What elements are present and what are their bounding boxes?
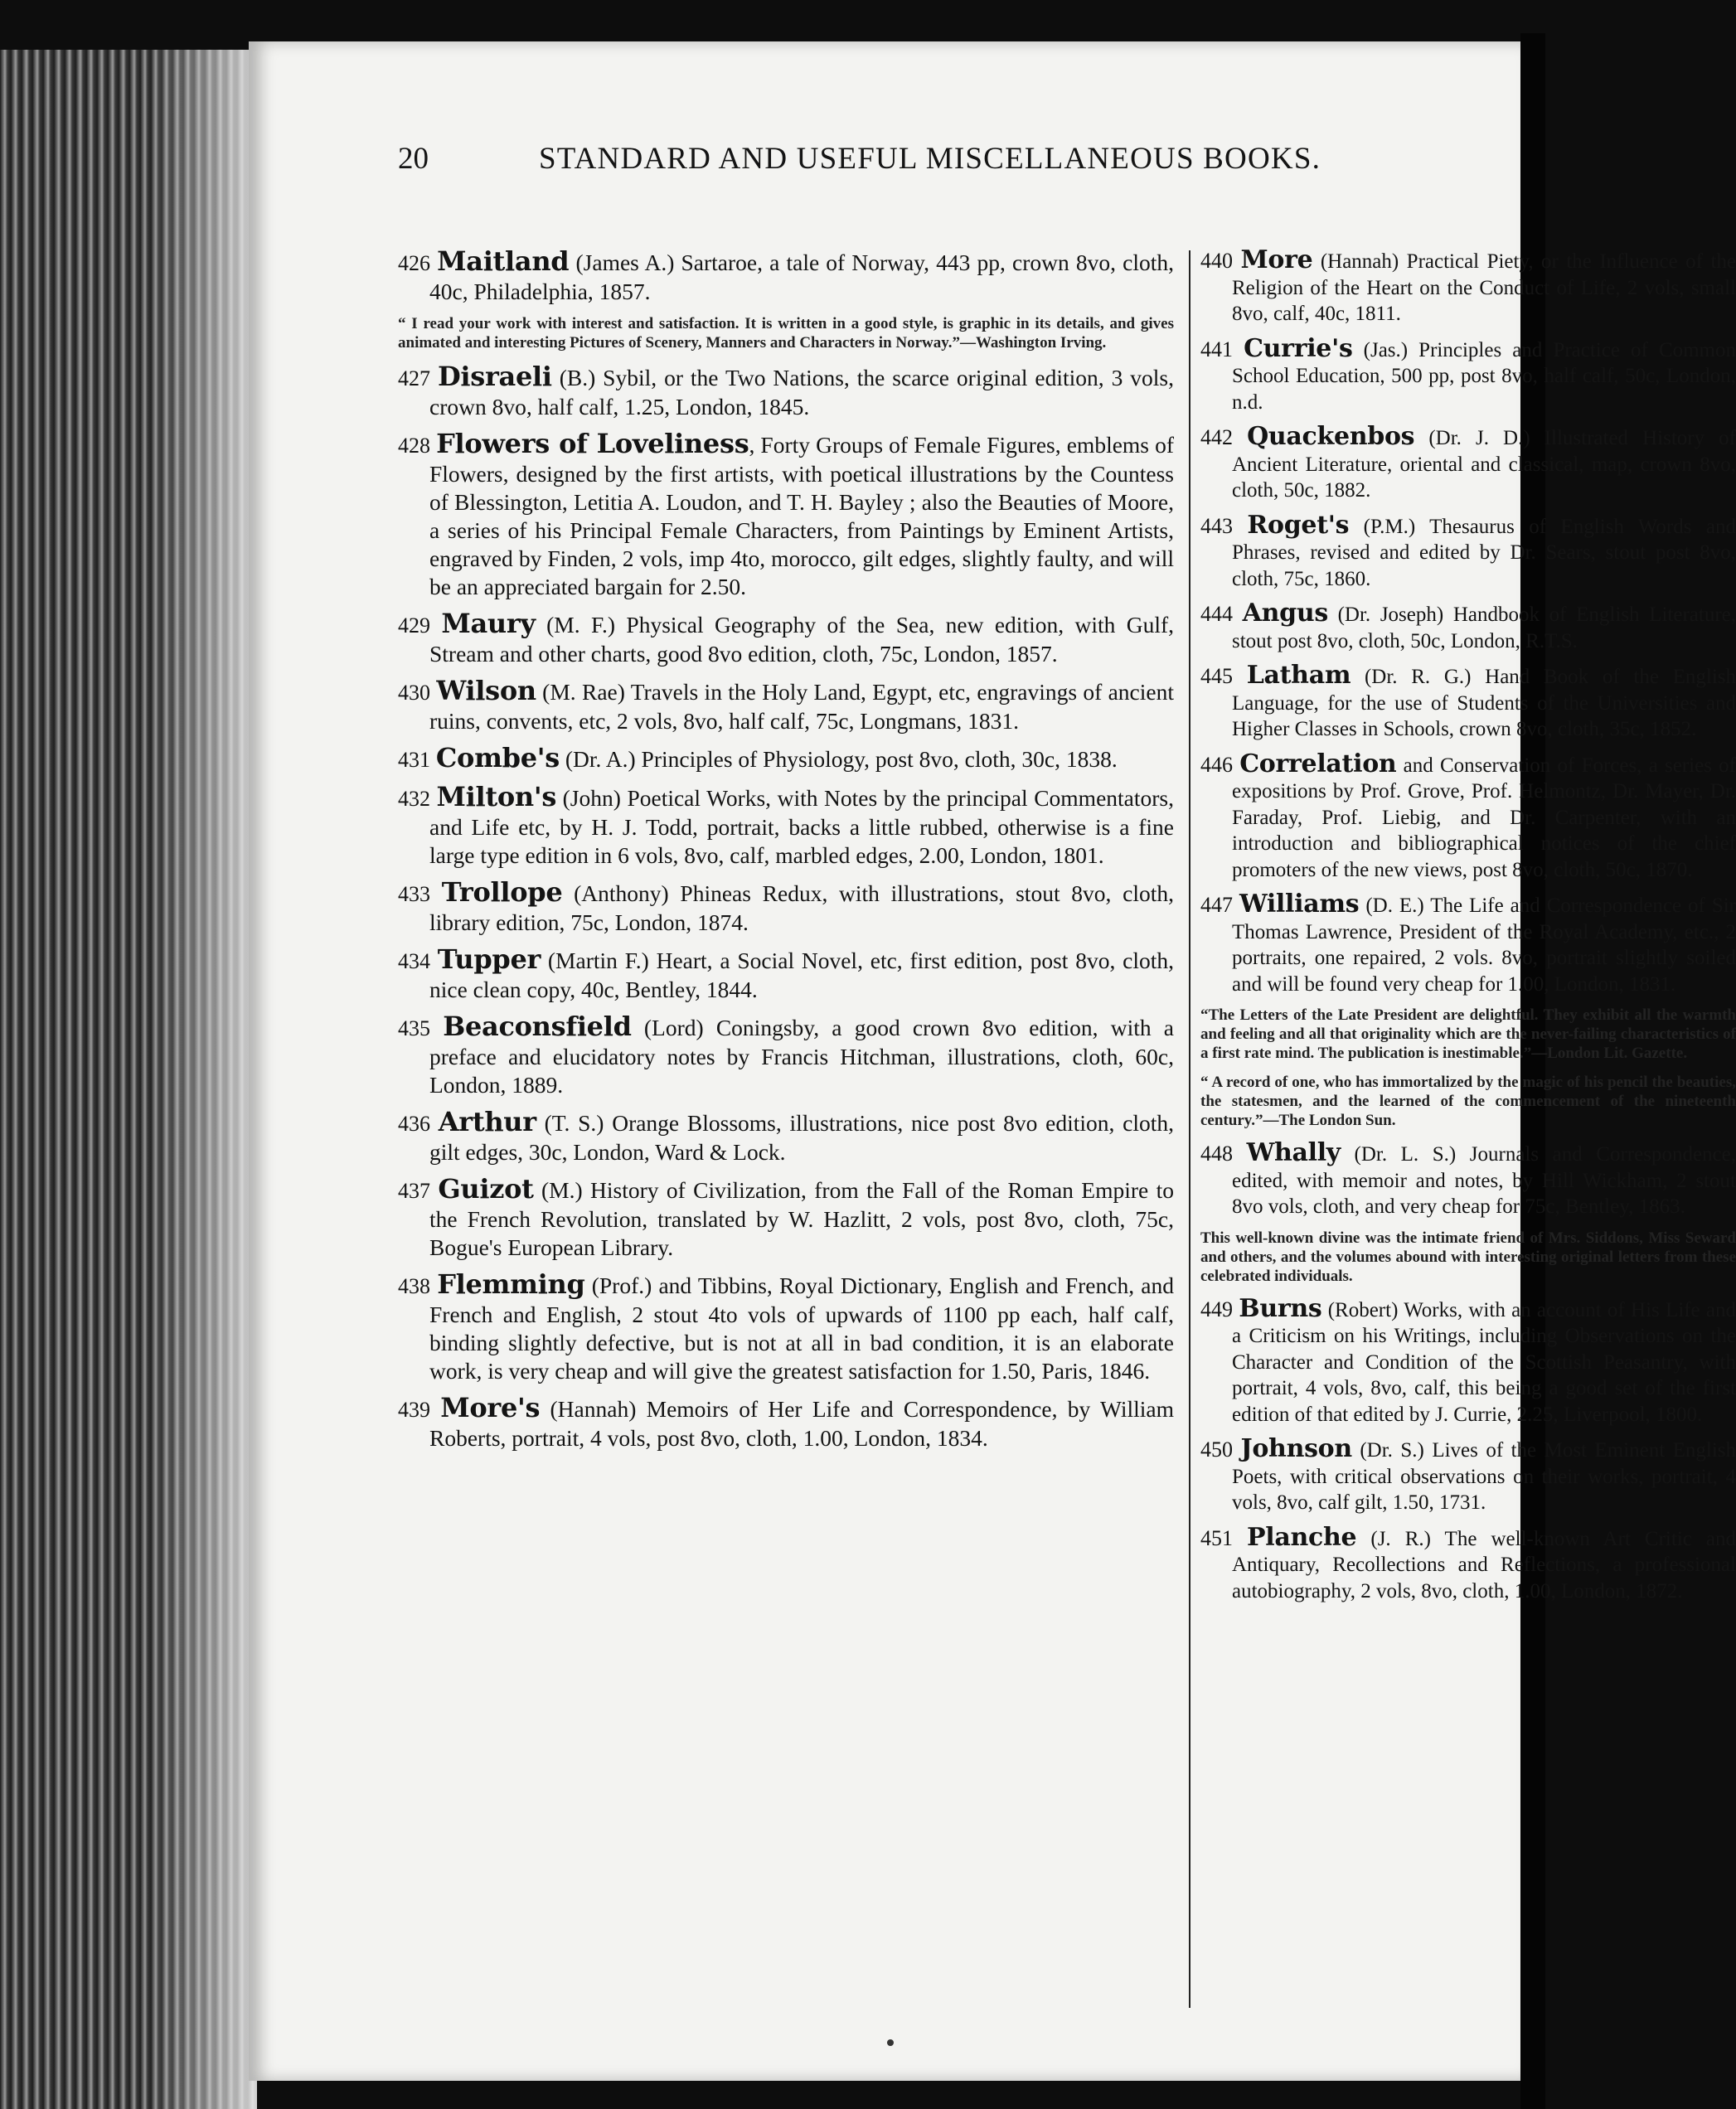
catalog-entry: [1200, 600, 1736, 654]
catalog-entry: [1200, 333, 1736, 416]
entry-number: 426: [398, 251, 430, 275]
entry-description: (Dr. L. S.) Journals and Correspondence, edited, with memoir and notes, by Hill Wickham, 2 stout 8vo vols, cloth, and very cheap for 75c, Bentley, 1863.: [1232, 1143, 1736, 1218]
entry-author: Latham: [1246, 661, 1351, 690]
catalog-entry: [398, 676, 1174, 735]
ink-speck: [887, 2039, 894, 2046]
entry-number: 451: [1200, 1525, 1233, 1550]
entry-author: Maitland: [437, 245, 570, 277]
entry-number: 446: [1200, 752, 1233, 777]
entry-author: Roget's: [1247, 510, 1350, 540]
entry-author: Tupper: [437, 943, 541, 975]
entry-description: (M. F.) Physical Geography of the Sea, new edition, with Gulf, Stream and other charts, good 8vo edition, cloth, 75c, London, 1857.: [429, 612, 1174, 667]
entry-quote: “ I read your work with interest and satisfaction. It is written in a good style, is graphic in its details, and gives animated and interesting Pictures of Scenery, Manners and Characters in Norway.”—Washington Irving.: [398, 315, 1174, 352]
entry-description: and Conservation of Forces, a series of expositions by Prof. Grove, Prof. Helmontz, Dr. Mayer, Dr. Faraday, Prof. Liebig, and Dr. Carpenter, with an introduction and bibliographical notices of the chief promoters of the new views, post 8vo, cloth, 50c, 1870.: [1232, 754, 1736, 881]
catalog-entry: [1200, 1522, 1736, 1605]
entry-description: , Forty Groups of Female Figures, emblems of Flowers, designed by the first artists, with poetical illustrations by the Countess of Blessington, Letitia A. Loudon, and T. H. Bayley ; also the Beauties of Moore, a series of his Principal Female Characters, from Paintings by Eminent Artists, engraved by Finden, 2 vols, imp 4to, morocco, gilt edges, slightly faulty, and will be an appreciated bargain for 2.50.: [429, 432, 1175, 599]
entry-author: Quackenbos: [1247, 422, 1415, 451]
catalog-entry: [398, 1394, 1174, 1452]
entry-number: 430: [398, 681, 430, 705]
catalog-entry: [1200, 891, 1736, 997]
entry-author: Correlation: [1239, 749, 1397, 778]
entry-number: 427: [398, 366, 430, 390]
catalog-entry: [1200, 512, 1736, 593]
page-number: 20: [398, 142, 429, 176]
entry-author: Angus: [1242, 599, 1328, 628]
entry-number: 434: [398, 949, 430, 973]
entry-number: 435: [398, 1016, 430, 1040]
entry-description: (Lord) Coningsby, a good crown 8vo edition, with a preface and elucidatory notes by Francis Hitchman, illustrations, cloth, 60c, London, 1889.: [429, 1015, 1175, 1098]
entry-number: 444: [1200, 602, 1233, 626]
entry-author: Johnson: [1240, 1434, 1352, 1463]
entry-number: 440: [1200, 249, 1233, 273]
entry-number: 428: [398, 434, 430, 458]
entry-description: (J. R.) The well-known Art Critic and Antiquary, Recollections and Reflections, a professional autobiography, 2 vols, 8vo, cloth, 1.00, London, 1872.: [1232, 1527, 1736, 1602]
entry-number: 450: [1200, 1438, 1233, 1462]
catalog-entry: [1200, 1293, 1736, 1428]
page-title: STANDARD AND USEFUL MISCELLANEOUS BOOKS.: [539, 142, 1321, 176]
right-column: [1200, 247, 1736, 1612]
entry-description: (Hannah) Memoirs of Her Life and Correspondence, by William Roberts, portrait, 4 vols, post 8vo, cloth, 1.00, London, 1834.: [429, 1396, 1174, 1451]
entry-description: (Dr. Joseph) Handbook of English Literature, stout post 8vo, cloth, 50c, London, R.T.S.: [1232, 604, 1736, 652]
entry-description: (Dr. R. G.) Hand Book of the English Language, for the use of Students of the Universities and Higher Classes in Schools, crown 8vo, cloth, 35c, 1852.: [1232, 666, 1736, 740]
entry-author: Williams: [1239, 890, 1360, 919]
left-column: [398, 247, 1174, 1461]
entry-author: Currie's: [1244, 333, 1353, 363]
catalog-entry: [398, 1175, 1174, 1262]
catalog-entry: [398, 429, 1174, 601]
entry-author: Disraeli: [437, 361, 552, 392]
catalog-entry: [1200, 1436, 1736, 1516]
entry-author: More: [1240, 245, 1313, 274]
catalog-entry: [1200, 424, 1736, 504]
entry-description: (Dr. A.) Principles of Physiology, post 8vo, cloth, 30c, 1838.: [560, 746, 1118, 772]
catalog-entry: [398, 1012, 1174, 1099]
entry-author: Combe's: [435, 742, 560, 773]
entry-number: 437: [398, 1179, 430, 1203]
entry-number: 447: [1200, 893, 1233, 917]
entry-description: (P.M.) Thesaurus of English Words and Phrases, revised and edited by Dr. Sears, stout post 8vo, cloth, 75c, 1860.: [1232, 515, 1736, 590]
entry-number: 436: [398, 1112, 430, 1136]
entry-author: Planche: [1247, 1522, 1357, 1552]
entry-description: (T. S.) Orange Blossoms, illustrations, nice post 8vo edition, cloth, gilt edges, 30c, London, Ward & Lock.: [429, 1110, 1174, 1165]
entry-description: (Dr. J. D.) Illustrated History of Ancient Literature, oriental and classical, map, crown 8vo, cloth, 50c, 1882.: [1232, 427, 1736, 502]
catalog-entry: [398, 609, 1174, 668]
entry-number: 445: [1200, 664, 1233, 688]
entry-description: (D. E.) The Life and Correspondence of Sir Thomas Lawrence, President of the Royal Academy, etc., 2 portraits, one repaired, 2 vols. 8vo, portrait slightly soiled and will be found very cheap for 1.00, London, 1831.: [1232, 895, 1736, 996]
entry-description: (James A.) Sartaroe, a tale of Norway, 443 pp, crown 8vo, cloth, 40c, Philadelphia, 1857.: [429, 250, 1175, 304]
entry-author: Flowers of Loveliness: [436, 428, 749, 459]
entry-number: 439: [398, 1398, 430, 1422]
entry-number: 438: [398, 1274, 430, 1298]
entry-number: 429: [398, 613, 430, 638]
catalog-entry: [398, 783, 1174, 870]
catalog-entry: [398, 878, 1174, 937]
entry-description: (Robert) Works, with an account of His Life and a Criticism on his Writings, including Observations on the Character and Condition of the Scottish Peasantry, with portrait, 4 vols, 8vo, calf, this being a good set of the first edition of that edited by J. Currie, 2.25, Liverpool, 1800.: [1232, 1298, 1736, 1426]
catalog-entry: [398, 945, 1174, 1004]
catalog-entry: [1200, 751, 1736, 884]
entry-description: (M.) History of Civilization, from the Fall of the Roman Empire to the French Revolution, translated by W. Hazlitt, 2 vols, post 8vo, cloth, 75c, Bogue's European Library.: [429, 1177, 1174, 1260]
entry-author: Whally: [1246, 1138, 1341, 1167]
entry-number: 443: [1200, 513, 1233, 538]
entry-author: Burns: [1239, 1293, 1322, 1323]
entry-number: 432: [398, 787, 430, 811]
entry-number: 433: [398, 882, 430, 906]
entry-number: 441: [1200, 337, 1233, 361]
entry-description: (John) Poetical Works, with Notes by the principal Commentators, and Life etc, by H. J. Todd, portrait, backs a little rubbed, otherwise is a fine large type edition in 6 vols, 8vo, calf, marbled edges, 2.00, London, 1801.: [429, 785, 1174, 868]
entry-description: (Martin F.) Heart, a Social Novel, etc, first edition, post 8vo, cloth, nice clean copy, 40c, Bentley, 1844.: [429, 948, 1175, 1002]
catalog-entry: [398, 362, 1174, 421]
entry-description: (Anthony) Phineas Redux, with illustrations, stout 8vo, cloth, library edition, 75c, London, 1874.: [429, 880, 1174, 935]
entry-quote: “ A record of one, who has immortalized by the magic of his pencil the beauties, the statesmen, and the learned of the commencement of the nineteenth century.”—The London Sun.: [1200, 1074, 1736, 1129]
entry-number: 448: [1200, 1142, 1233, 1166]
entry-description: (B.) Sybil, or the Two Nations, the scarce original edition, 3 vols, crown 8vo, half calf, 1.25, London, 1845.: [429, 365, 1175, 419]
entry-quote: This well-known divine was the intimate friend of Mrs. Siddons, Miss Seward and others, and the volumes abound with interesting original letters from these celebrated individuals.: [1200, 1229, 1736, 1285]
catalog-entry: [398, 1108, 1174, 1166]
entry-author: Maury: [441, 608, 536, 639]
catalog-entry: [398, 744, 1174, 774]
entry-author: Milton's: [436, 781, 557, 812]
entry-description: (M. Rae) Travels in the Holy Land, Egypt, etc, engravings of ancient ruins, convents, etc, 2 vols, 8vo, half calf, 75c, Longmans, 1831.: [429, 679, 1174, 734]
entry-number: 442: [1200, 425, 1233, 449]
entry-author: Arthur: [438, 1106, 536, 1137]
catalog-entry: [1200, 247, 1736, 327]
entry-author: Beaconsfield: [443, 1011, 632, 1042]
entry-description: (Prof.) and Tibbins, Royal Dictionary, English and French, and French and English, 2 stout 4to vols of upwards of 1100 pp each, half calf, binding slightly defective, but is not at all in bad condition, it is an elaborate work, is very cheap and will give the greatest satisfaction for 1.50, Paris, 1846.: [429, 1273, 1174, 1384]
entry-description: (Jas.) Principles and Practice of Common School Education, 500 pp, post 8vo, half calf, 50c, London, n.d.: [1232, 338, 1736, 414]
entry-number: 449: [1200, 1297, 1233, 1321]
entry-author: Flemming: [437, 1268, 585, 1300]
entry-description: (Dr. S.) Lives of the Most Eminent English Poets, with critical observations on their works, portrait, 4 vols, 8vo, calf gilt, 1.50, 1731.: [1232, 1439, 1736, 1514]
catalog-entry: [1200, 1140, 1736, 1220]
catalog-entry: [1200, 662, 1736, 743]
entry-quote: “The Letters of the Late President are delightful. They exhibit all the warmth and feeling and all that originality which are the never-failing characteristics of a first rate mind. The publication is inestimable.”—London Lit. Gazette.: [1200, 1006, 1736, 1062]
page-header: [249, 141, 1520, 199]
book-page: [249, 41, 1736, 2081]
page-edges: [0, 50, 257, 2109]
entry-description: (Hannah) Practical Piety, or the Influence of the Religion of the Heart on the Conduct of Life, 2 vols, small 8vo, calf, 40c, 1811.: [1232, 250, 1736, 325]
entry-author: Trollope: [441, 876, 563, 908]
entry-author: Wilson: [436, 675, 536, 706]
catalog-entry: [398, 1270, 1174, 1385]
entry-number: 431: [398, 748, 430, 772]
catalog-entry: [398, 247, 1174, 306]
column-divider: [1189, 250, 1190, 2008]
entry-author: More's: [440, 1392, 541, 1423]
entry-author: Guizot: [438, 1173, 534, 1205]
